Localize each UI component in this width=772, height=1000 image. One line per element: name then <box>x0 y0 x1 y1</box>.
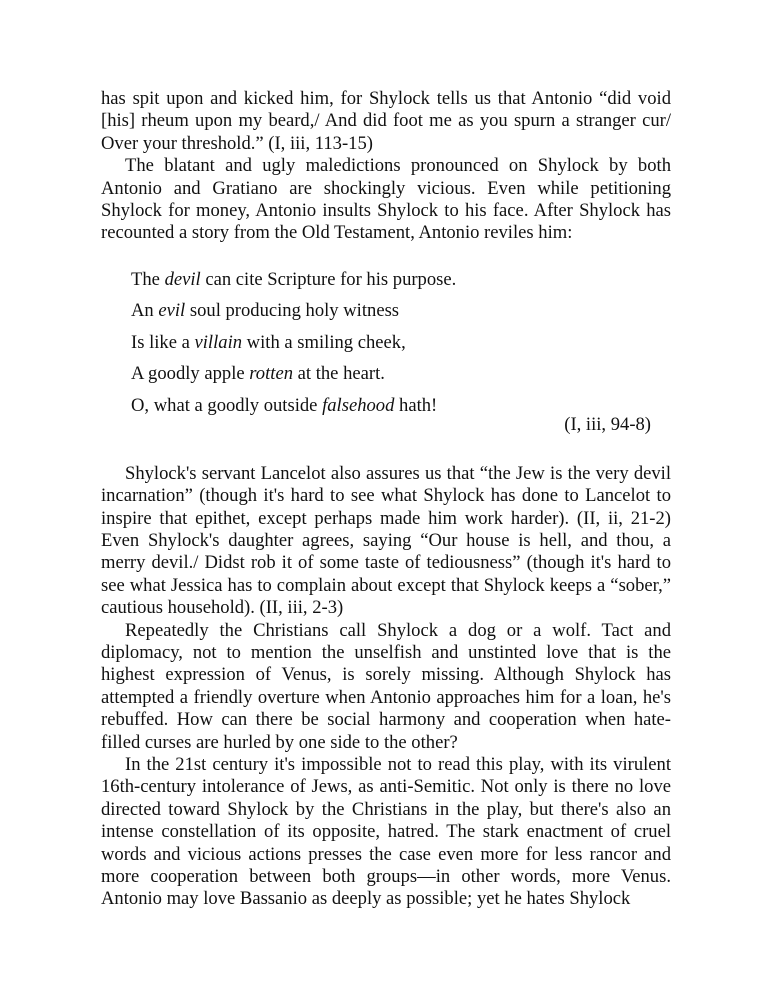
paragraph-dog-or-wolf: Repeatedly the Christians call Shylock a dog or a wolf. Tact and diplomacy, not to mention the unselfish and unstinted love that is the highest expression of Venus, is sorely missing. Although Shylock has attempted a friendly overture when Antonio approaches him for a loan, he's rebuffed. How can there be social harmony and cooperation when hate-filled curses are hurled by one side to the other? <box>101 619 671 753</box>
document-page <box>101 88 671 911</box>
verse-citation: (I, iii, 94-8) <box>564 414 651 436</box>
verse-line: The devil can cite Scripture for his purpose. <box>131 268 457 290</box>
paragraph-21st-century: In the 21st century it's impossible not to read this play, with its virulent 16th-century intolerance of Jews, as anti-Semitic. Not only is there no love directed toward Shylock by the Christians in the play, but there's also an intense constellation of its opposite, hatred. The stark enactment of cruel words and vicious actions presses the case even more for less rancor and more cooperation between both groups—in other words, more Venus. Antonio may love Bassanio as deeply as possible; yet he hates Shylock <box>101 754 671 910</box>
verse-line: A goodly apple rotten at the heart. <box>131 363 385 385</box>
paragraph-lancelot: Shylock's servant Lancelot also assures us that “the Jew is the very devil incarnation” (though it's hard to see what Shylock has done to Lancelot to inspire that epithet, except perhaps made him work harder). (II, ii, 21-2) Even Shylock's daughter agrees, saying “Our house is hell, and thou, a merry devil./ Didst rob it of some taste of tediousness” (though it's hard to see what Jessica has to complain about except that Shylock keeps a “sober,” cautious household). (II, iii, 2-3) <box>101 462 671 619</box>
verse-quotation <box>131 269 671 437</box>
verse-line: Is like a villain with a smiling cheek, <box>131 331 406 353</box>
paragraph-continuation: has spit upon and kicked him, for Shylock tells us that Antonio “did void [his] rheum upon my beard,/ And did foot me as you spurn a stranger cur/ Over your threshold.” (I, iii, 113-15) <box>101 88 671 154</box>
paragraph-maledictions: The blatant and ugly maledictions pronounced on Shylock by both Antonio and Gratiano are shockingly vicious. Even while petitioning Shylock for money, Antonio insults Shylock to his face. After Shylock has recounted a story from the Old Testament, Antonio reviles him: <box>101 155 671 244</box>
verse-line: An evil soul producing holy witness <box>131 300 400 322</box>
verse-line: O, what a goodly outside falsehood hath! <box>131 394 438 416</box>
